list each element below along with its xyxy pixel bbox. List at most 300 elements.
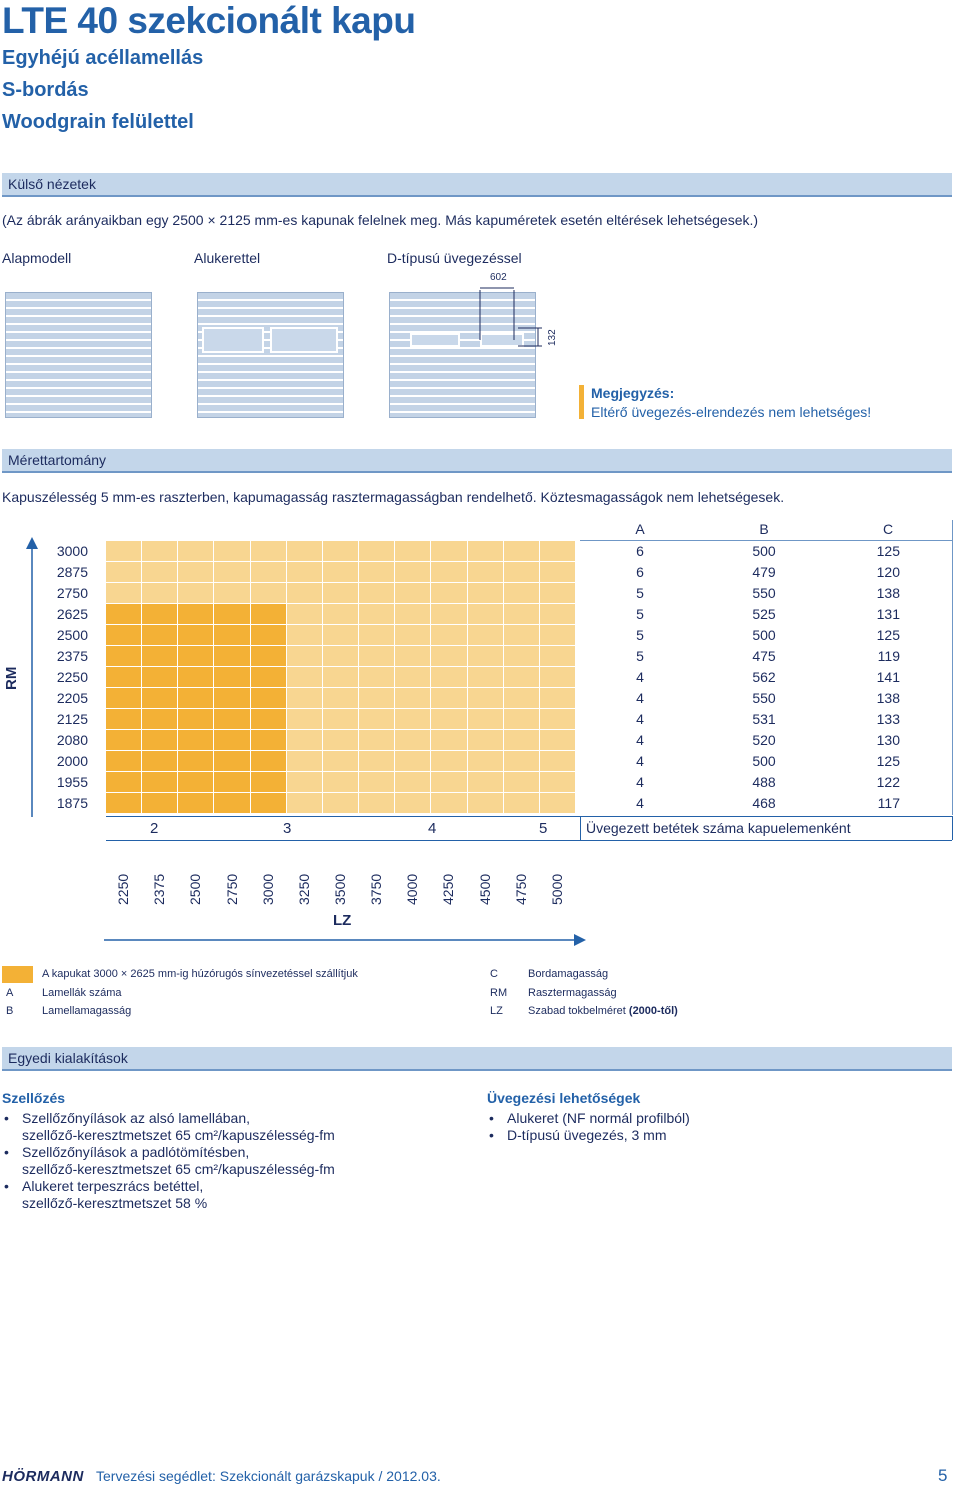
grid-cell	[287, 709, 323, 730]
grid-cell	[468, 667, 504, 688]
rm-value: 2000	[56, 753, 88, 769]
lz-value: 4000	[404, 873, 421, 905]
grid-cell	[178, 709, 214, 730]
view-label-d-glazing: D-típusú üvegezéssel	[387, 250, 522, 266]
rm-value: 2125	[56, 711, 88, 727]
grid-cell	[251, 730, 287, 751]
grid-cell	[540, 793, 576, 814]
bullet-icon: •	[489, 1110, 494, 1126]
rm-value: 2375	[56, 648, 88, 664]
col-a-value: 4	[636, 774, 644, 790]
grid-cell	[106, 625, 142, 646]
grid-cell	[359, 625, 395, 646]
section-header-external-views	[2, 173, 952, 197]
grid-cell	[540, 604, 576, 625]
grid-cell	[323, 709, 359, 730]
grid-cell	[359, 709, 395, 730]
grid-cell	[142, 772, 178, 793]
grid-cell	[504, 646, 540, 667]
grid-cell	[214, 604, 250, 625]
grid-cell	[504, 667, 540, 688]
grid-cell	[142, 625, 178, 646]
size-range-intro: Kapuszélesség 5 mm-es raszterben, kapumagasság rasztermagasságban rendelhető. Köztesmagasságok nem lehetségesek.	[2, 489, 785, 505]
legend-key: LZ	[490, 1005, 503, 1017]
lz-value: 3000	[259, 873, 276, 905]
grid-cell	[540, 541, 576, 562]
grid-cell	[540, 730, 576, 751]
divider	[106, 840, 952, 841]
grid-cell	[142, 793, 178, 814]
grid-cell	[395, 562, 431, 583]
footer-text: Tervezési segédlet: Szekcionált garázskapuk / 2012.03.	[96, 1468, 441, 1484]
grid-cell	[468, 583, 504, 604]
grid-cell	[431, 772, 467, 793]
grid-cell	[251, 583, 287, 604]
rm-value: 1875	[56, 795, 88, 811]
note-marker	[579, 385, 584, 419]
rm-axis-arrow	[22, 535, 42, 825]
grid-cell	[504, 583, 540, 604]
grid-cell	[106, 730, 142, 751]
rm-value: 2875	[56, 564, 88, 580]
grid-cell	[540, 562, 576, 583]
grid-cell	[431, 793, 467, 814]
grid-cell	[504, 772, 540, 793]
grid-cell	[468, 793, 504, 814]
grid-cell	[287, 793, 323, 814]
lz-value: 3250	[295, 873, 312, 905]
grid-cell	[214, 625, 250, 646]
grid-cell	[214, 793, 250, 814]
grid-cell	[468, 562, 504, 583]
grid-cell	[395, 688, 431, 709]
section-header-custom-options	[2, 1047, 952, 1071]
grid-cell	[251, 751, 287, 772]
view-label-basic: Alapmodell	[2, 250, 72, 266]
col-a-value: 4	[636, 669, 644, 685]
bullet-icon: •	[4, 1144, 9, 1160]
grid-cell	[214, 646, 250, 667]
grid-cell	[504, 625, 540, 646]
glazing-count: 5	[539, 820, 548, 837]
grid-cell	[323, 751, 359, 772]
grid-cell	[214, 751, 250, 772]
col-c-value: 138	[876, 690, 900, 706]
grid-cell	[431, 646, 467, 667]
grid-cell	[106, 562, 142, 583]
grid-cell	[214, 730, 250, 751]
section-title: Mérettartomány	[8, 452, 107, 468]
rm-value: 3000	[56, 543, 88, 559]
grid-cell	[431, 583, 467, 604]
grid-cell	[468, 625, 504, 646]
grid-cell	[251, 604, 287, 625]
grid-cell	[287, 604, 323, 625]
col-b-value: 500	[752, 627, 776, 643]
grid-cell	[323, 583, 359, 604]
grid-cell	[431, 562, 467, 583]
grid-cell	[142, 604, 178, 625]
window	[270, 327, 338, 353]
grid-cell	[214, 541, 250, 562]
grid-cell	[431, 709, 467, 730]
size-grid	[106, 541, 576, 814]
grid-cell	[395, 709, 431, 730]
grid-cell	[323, 646, 359, 667]
grid-cell	[540, 667, 576, 688]
grid-cell	[395, 667, 431, 688]
col-b-value: 488	[752, 774, 776, 790]
grid-cell	[395, 793, 431, 814]
col-a-value: 4	[636, 711, 644, 727]
grid-cell	[431, 730, 467, 751]
dimension-width: 602	[490, 272, 507, 283]
col-c-value: 141	[876, 669, 900, 685]
grid-cell	[540, 751, 576, 772]
rm-value: 2625	[56, 606, 88, 622]
door-alu-frame	[197, 292, 344, 418]
grid-cell	[287, 667, 323, 688]
glazing-options-title: Üvegezési lehetőségek	[487, 1090, 641, 1106]
lz-value: 4750	[512, 873, 529, 905]
col-c-value: 120	[876, 564, 900, 580]
grid-cell	[106, 793, 142, 814]
page-number: 5	[938, 1466, 948, 1485]
col-b-value: 562	[752, 669, 776, 685]
grid-cell	[287, 751, 323, 772]
lz-value: 3750	[368, 873, 385, 905]
col-c-value: 130	[876, 732, 900, 748]
col-b-value: 550	[752, 585, 776, 601]
col-c-value: 125	[876, 627, 900, 643]
grid-cell	[359, 688, 395, 709]
page-title: LTE 40 szekcionált kapu	[2, 0, 416, 41]
grid-cell	[540, 709, 576, 730]
grid-cell	[287, 646, 323, 667]
grid-cell	[395, 583, 431, 604]
grid-cell	[431, 625, 467, 646]
grid-cell	[178, 562, 214, 583]
grid-cell	[504, 562, 540, 583]
bullet-icon: •	[489, 1127, 494, 1143]
section-title: Egyedi kialakítások	[8, 1050, 128, 1066]
grid-cell	[251, 562, 287, 583]
grid-cell	[251, 646, 287, 667]
grid-cell	[468, 751, 504, 772]
grid-cell	[540, 625, 576, 646]
grid-cell	[251, 541, 287, 562]
grid-cell	[323, 625, 359, 646]
section-title: Külső nézetek	[8, 176, 96, 192]
grid-cell	[287, 583, 323, 604]
legend-swatch-text: A kapukat 3000 × 2625 mm-ig húzórugós sínvezetéssel szállítjuk	[42, 968, 358, 980]
col-c-value: 133	[876, 711, 900, 727]
divider	[580, 540, 952, 541]
grid-cell	[178, 667, 214, 688]
grid-cell	[251, 793, 287, 814]
grid-cell	[178, 646, 214, 667]
grid-cell	[106, 541, 142, 562]
grid-cell	[142, 583, 178, 604]
grid-cell	[106, 688, 142, 709]
list-item	[487, 1110, 907, 1127]
grid-cell	[431, 751, 467, 772]
grid-cell	[323, 562, 359, 583]
col-a-value: 5	[636, 606, 644, 622]
grid-cell	[431, 667, 467, 688]
grid-cell	[323, 667, 359, 688]
grid-cell	[106, 646, 142, 667]
legend-swatch	[2, 966, 33, 983]
window	[202, 327, 264, 353]
grid-cell	[468, 541, 504, 562]
intro-text: (Az ábrák arányaikban egy 2500 × 2125 mm-es kapunak felelnek meg. Más kapuméretek esetén eltérések lehetségesek.)	[2, 212, 759, 228]
grid-cell	[323, 793, 359, 814]
grid-cell	[214, 688, 250, 709]
grid-cell	[142, 667, 178, 688]
rm-value: 2080	[56, 732, 88, 748]
grid-cell	[178, 730, 214, 751]
grid-cell	[178, 751, 214, 772]
grid-cell	[142, 688, 178, 709]
list-item	[2, 1144, 422, 1178]
grid-cell	[142, 751, 178, 772]
col-a-value: 5	[636, 627, 644, 643]
dimension-height: 132	[547, 329, 558, 346]
lz-value: 5000	[548, 873, 565, 905]
grid-cell	[178, 793, 214, 814]
rm-value: 2250	[56, 669, 88, 685]
rm-value: 2500	[56, 627, 88, 643]
col-c-value: 138	[876, 585, 900, 601]
grid-cell	[431, 604, 467, 625]
grid-cell	[359, 772, 395, 793]
grid-cell	[251, 688, 287, 709]
glazing-count: 3	[283, 820, 292, 837]
col-a-value: 6	[636, 564, 644, 580]
grid-cell	[359, 793, 395, 814]
grid-cell	[504, 793, 540, 814]
note-text: Eltérő üvegezés-elrendezés nem lehetséges!	[591, 404, 872, 420]
legend-text-bold: (2000-től)	[628, 1005, 678, 1017]
grid-cell	[431, 688, 467, 709]
lz-value: 2750	[223, 873, 240, 905]
legend-text: Rasztermagasság	[528, 987, 617, 999]
note-title: Megjegyzés:	[591, 385, 675, 401]
lz-value: 3500	[332, 873, 348, 905]
grid-cell	[178, 688, 214, 709]
list-item-line: szellőző-keresztmetszet 58 %	[22, 1195, 208, 1211]
ventilation-title: Szellőzés	[2, 1090, 66, 1106]
bullet-icon: •	[4, 1178, 9, 1194]
lz-value: 4500	[476, 873, 493, 905]
legend-text: Szabad tokbelméret	[528, 1005, 626, 1017]
lz-axis-arrow	[100, 930, 590, 950]
lz-value: 2375	[151, 873, 168, 905]
col-b-value: 500	[752, 753, 776, 769]
grid-cell	[106, 667, 142, 688]
grid-cell	[106, 751, 142, 772]
col-b-value: 520	[752, 732, 776, 748]
bullet-icon: •	[4, 1110, 9, 1126]
list-item-line: szellőző-keresztmetszet 65 cm²/kapuszélesség-fm	[22, 1161, 335, 1177]
grid-cell	[540, 688, 576, 709]
lz-value: 2500	[187, 873, 204, 905]
grid-cell	[287, 730, 323, 751]
grid-cell	[214, 667, 250, 688]
grid-cell	[178, 625, 214, 646]
col-a-value: 4	[636, 690, 644, 706]
grid-cell	[142, 730, 178, 751]
legend-text: Bordamagasság	[528, 968, 609, 980]
grid-cell	[504, 541, 540, 562]
grid-cell	[359, 541, 395, 562]
rm-value: 2205	[56, 690, 88, 706]
rm-axis-label: RM	[3, 666, 20, 690]
legend-key: B	[6, 1005, 14, 1017]
grid-cell	[540, 646, 576, 667]
lz-axis-label: LZ	[333, 912, 352, 929]
grid-cell	[142, 562, 178, 583]
grid-cell	[106, 604, 142, 625]
col-c-value: 131	[876, 606, 900, 622]
grid-cell	[504, 751, 540, 772]
grid-cell	[287, 562, 323, 583]
grid-cell	[178, 541, 214, 562]
col-a-value: 4	[636, 732, 644, 748]
col-c-value: 119	[877, 648, 900, 664]
grid-cell	[106, 772, 142, 793]
rm-value: 2750	[56, 585, 88, 601]
grid-cell	[251, 625, 287, 646]
grid-cell	[395, 751, 431, 772]
grid-cell	[214, 709, 250, 730]
list-item-line: Alukeret terpeszrács betéttel,	[22, 1178, 204, 1194]
col-a-value: 5	[636, 648, 644, 664]
grid-cell	[540, 583, 576, 604]
legend-text: Lamellák száma	[42, 987, 122, 999]
glazing-count: 2	[150, 820, 159, 837]
col-b-value: 550	[752, 690, 776, 706]
grid-cell	[468, 604, 504, 625]
grid-cell	[323, 688, 359, 709]
subtitle-surface: Woodgrain felülettel	[2, 111, 194, 133]
col-c-value: 125	[876, 753, 900, 769]
list-item-line: szellőző-keresztmetszet 65 cm²/kapuszélesség-fm	[22, 1127, 335, 1143]
col-a-value: 4	[636, 795, 644, 811]
subtitle-material: Egyhéjú acéllamellás	[2, 47, 204, 69]
grid-cell	[395, 772, 431, 793]
grid-cell	[468, 688, 504, 709]
col-a-value: 6	[636, 543, 644, 559]
window	[410, 333, 460, 347]
grid-cell	[287, 772, 323, 793]
header-c: C	[882, 521, 894, 537]
glazing-label: Üvegezett betétek száma kapuelemenként	[586, 820, 851, 836]
grid-cell	[395, 646, 431, 667]
legend-text: Lamellamagasság	[42, 1005, 132, 1017]
list-item-line: Szellőzőnyílások az alsó lamellában,	[22, 1110, 251, 1126]
legend-key: C	[490, 968, 498, 980]
brand-logo: HÖRMANN	[2, 1468, 84, 1485]
grid-cell	[214, 583, 250, 604]
col-b-value: 531	[752, 711, 776, 727]
grid-cell	[395, 604, 431, 625]
list-item	[2, 1110, 422, 1144]
header-a: A	[635, 521, 645, 537]
grid-cell	[178, 583, 214, 604]
grid-cell	[359, 583, 395, 604]
lz-value: 2250	[115, 873, 132, 905]
legend-key: RM	[490, 987, 508, 999]
list-item-line: Alukeret (NF normál profilból)	[507, 1110, 690, 1126]
grid-cell	[323, 772, 359, 793]
col-c-value: 117	[877, 795, 900, 811]
grid-cell	[251, 667, 287, 688]
door-basic	[5, 292, 152, 418]
grid-cell	[395, 625, 431, 646]
grid-cell	[142, 709, 178, 730]
grid-cell	[323, 730, 359, 751]
grid-cell	[178, 772, 214, 793]
glazing-options-list	[487, 1110, 907, 1144]
grid-cell	[468, 709, 504, 730]
col-b-value: 475	[752, 648, 776, 664]
grid-cell	[142, 646, 178, 667]
grid-cell	[214, 562, 250, 583]
grid-cell	[359, 730, 395, 751]
list-item	[487, 1127, 907, 1144]
grid-cell	[323, 541, 359, 562]
view-label-alu-frame: Alukerettel	[194, 250, 261, 266]
divider	[952, 520, 953, 815]
glazing-count: 4	[428, 820, 437, 837]
grid-cell	[504, 730, 540, 751]
col-a-value: 5	[636, 585, 644, 601]
grid-cell	[142, 541, 178, 562]
grid-cell	[323, 604, 359, 625]
grid-cell	[287, 541, 323, 562]
col-a-value: 4	[636, 753, 644, 769]
lz-value: 4250	[440, 873, 457, 905]
grid-cell	[359, 562, 395, 583]
grid-cell	[468, 730, 504, 751]
grid-cell	[468, 646, 504, 667]
grid-cell	[431, 541, 467, 562]
grid-cell	[178, 604, 214, 625]
divider	[106, 816, 952, 817]
col-b-value: 525	[752, 606, 776, 622]
grid-cell	[214, 772, 250, 793]
grid-cell	[504, 688, 540, 709]
rm-value: 1955	[56, 774, 88, 790]
divider	[952, 816, 953, 840]
list-item	[2, 1178, 422, 1212]
grid-cell	[395, 730, 431, 751]
ventilation-list	[2, 1110, 422, 1212]
col-b-value: 500	[752, 543, 776, 559]
section-header-size-range	[2, 449, 952, 473]
col-b-value: 479	[752, 564, 776, 580]
grid-cell	[251, 709, 287, 730]
grid-cell	[504, 604, 540, 625]
grid-cell	[504, 709, 540, 730]
grid-cell	[287, 625, 323, 646]
col-c-value: 122	[876, 774, 900, 790]
grid-cell	[359, 646, 395, 667]
grid-cell	[468, 772, 504, 793]
grid-cell	[359, 667, 395, 688]
